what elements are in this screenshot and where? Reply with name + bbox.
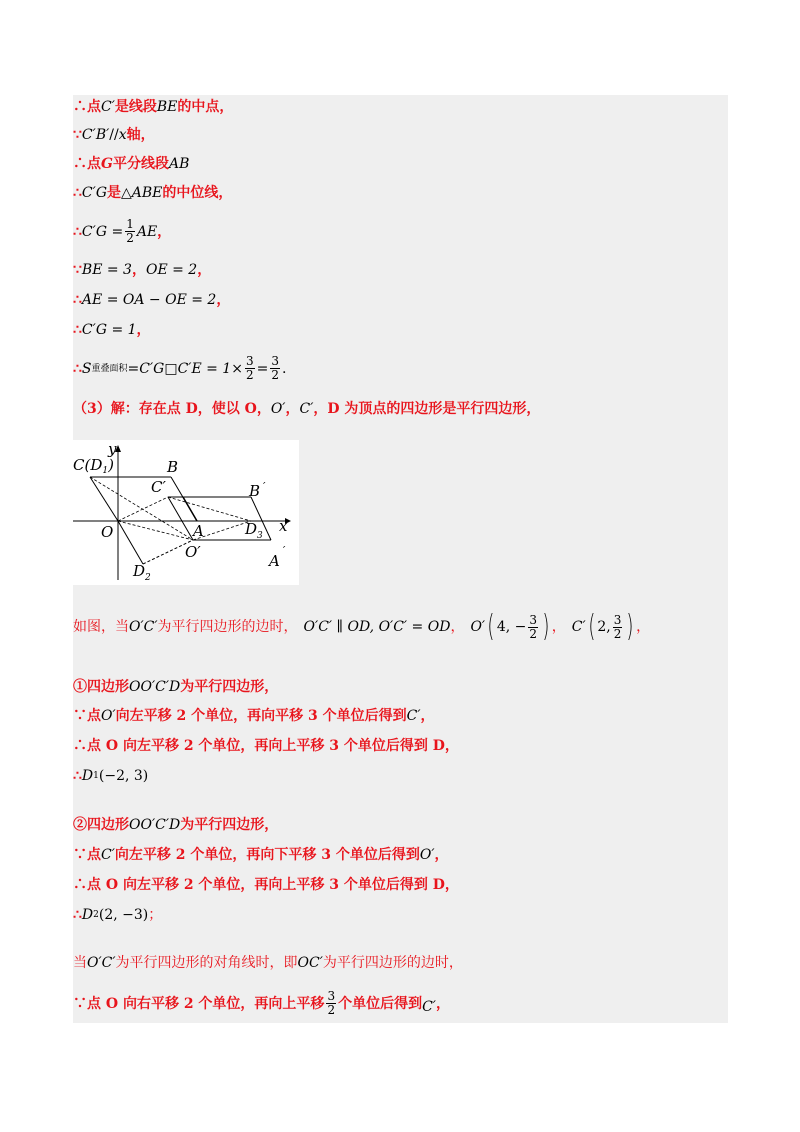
label-y: y [108, 440, 117, 458]
line-5: ∴ C′G = $\frac{1}{2}$ AE ， [73, 217, 172, 245]
label-d3: $D_3$ [245, 520, 263, 541]
line-6: ∵ BE = 3 ， OE = 2 ， [73, 262, 212, 278]
segment-co [90, 477, 118, 521]
line-18: ∴点 O 向左平移 2 个单位，再向上平移 3 个单位后得到 D， [73, 877, 459, 893]
line-7: ∴ AE = OA − OE = 2 ， [73, 292, 231, 308]
label-o: O [101, 523, 114, 541]
geometry-diagram [73, 440, 299, 585]
fraction-half: $\frac{1}{2}$ [126, 217, 134, 245]
line-1: ∴点 C′ 是线段 BE 的中点， [73, 99, 234, 115]
line-14: ∴点 O 向左平移 2 个单位，再向上平移 3 个单位后得到 D， [73, 738, 459, 754]
segment-overlap [183, 497, 197, 521]
line-4: ∴ C′G 是 △ ABE 的中位线， [73, 185, 233, 201]
line-21: ∵点 O 向右平移 2 个单位，再向上平移 $\frac{3}{2}$ 个单位后得到 C′ ， [73, 989, 450, 1017]
line-8: ∴ C′G = 1 ， [73, 322, 151, 338]
dashed-cprime-d3 [168, 497, 251, 521]
label-o-prime: O′ [185, 543, 201, 561]
label-a: A [193, 522, 204, 540]
line-3: ∴点 G 平分线段 AB [73, 156, 190, 172]
label-b: B [167, 458, 179, 476]
line-10: （3）解：存在点 D，使以 O， O′ ， C′ ，D 为顶点的四边形是平行四边形， [73, 401, 541, 417]
label-c-prime: C′ [151, 478, 166, 496]
line-19: ∴ D 2 (2, −3) ； [73, 907, 163, 923]
parallelogram-figure [73, 440, 299, 585]
label-a-prime: A′ [269, 544, 286, 570]
line-15: ∴ D 1 (−2, 3) [73, 768, 149, 784]
label-d2: $D_2$ [133, 562, 151, 583]
line-13: ∵点 O′ 向左平移 2 个单位，再向平移 3 个单位后得到 C′ ， [73, 708, 435, 724]
label-c-d1: $C(D_1)$ [73, 456, 114, 476]
label-x: x [279, 517, 288, 535]
line-9: ∴ S 重叠面积 =C′G□C′E = 1× $\frac{3}{2}$ = $\frac{3}{2}$ . [73, 354, 287, 382]
dashed-o-oprime [118, 521, 193, 540]
line-11: 如图，当 O′C′ 为平行四边形的边时， O′C′ ∥ OD, O′C′ = OD ， O′ ( 4, − $\frac{3}{2}$ ) ， C′ ( 2, $\frac{3}{2}$ ) ， [73, 609, 651, 644]
line-12: ①四边形 OO′C′D 为平行四边形， [73, 679, 279, 695]
segment-o-d2 [118, 521, 143, 564]
line-17: ∵点 C′ 向左平移 2 个单位，再向下平移 3 个单位后得到 O′ ， [73, 847, 449, 863]
line-20: 当 O′C′ 为平行四边形的对角线时，即 OC′ 为平行四边形的边时， [73, 955, 463, 971]
line-16: ②四边形 OO′C′D 为平行四边形， [73, 817, 279, 833]
dashed-o-cprime [118, 497, 168, 521]
line-2: ∵ C′B′ // x 轴， [73, 127, 155, 143]
label-b-prime: B ′ [249, 480, 266, 500]
